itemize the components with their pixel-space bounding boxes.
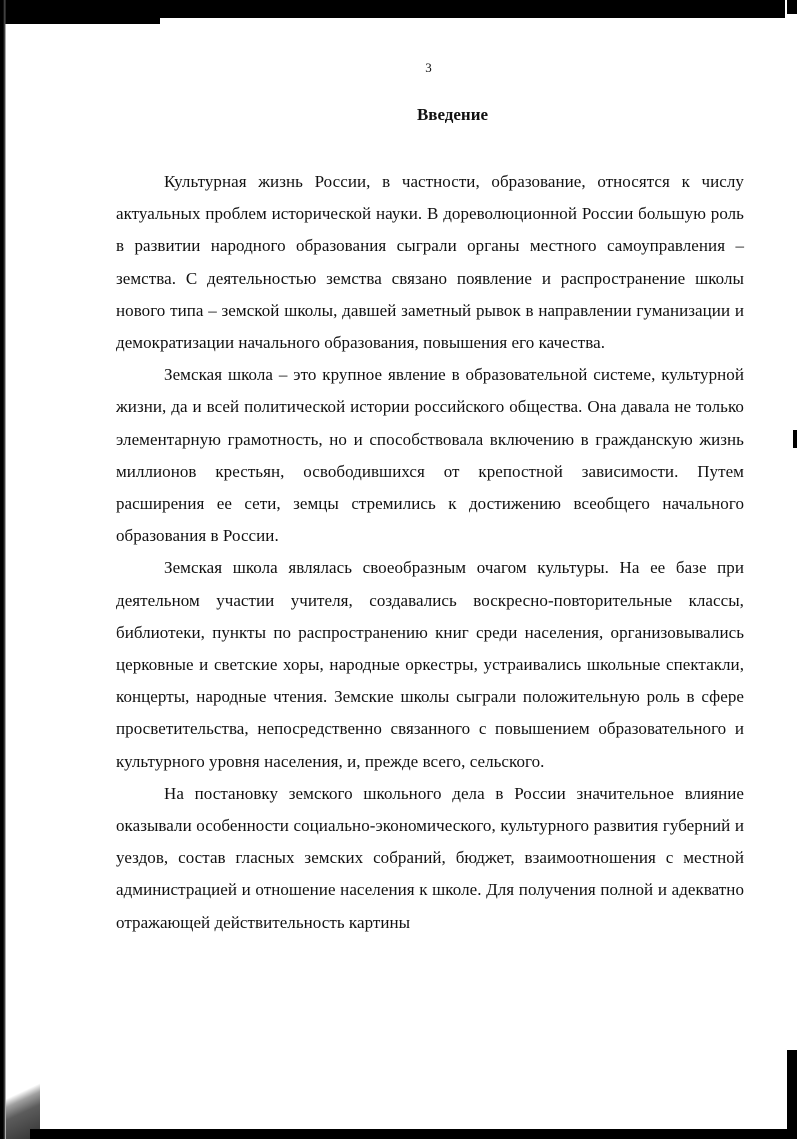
scan-edge-top xyxy=(0,0,797,18)
section-heading: Введение xyxy=(416,105,489,124)
paragraph: На постановку земского школьного дела в России значительное влияние оказывали особенности социально-экономического, культурного развития губерний и уездов, состав гласных земских собраний, бюджет, взаимоотношения с местной администрацией и отношение населения к школе. Для получения полной и адекватно отражающей действительность картины xyxy=(116,783,744,932)
page-number: 3 xyxy=(425,60,432,75)
paragraph: Культурная жизнь России, в частности, образование, относятся к числу актуальных проблем исторической науки. В дореволюционной России большую роль в развитии народного образования сыграли органы местного самоуправления – земства. С деятельностью земства связано появление и распространение школы нового типа – земской школы, давшей заметный рывок в направлении гуманизации и демократизации начального образования, повышения его качества. xyxy=(116,172,744,353)
scan-edge-right xyxy=(785,0,797,1139)
scan-edge-left xyxy=(0,0,6,1139)
scan-edge-bottom xyxy=(30,1129,797,1139)
paragraph: Земская школа – это крупное явление в образовательной системе, культурной жизни, да и всей политической истории российского общества. Она давала не только элементарную грамотность, но и способствовала включению в гражданскую жизнь миллионов крестьян, освободившихся от крепостной зависимости. Путем расширения ее сети, земцы стремились к достижению всеобщего начального образования в России. xyxy=(116,365,744,546)
document-body xyxy=(116,166,744,939)
paragraph: Земская школа являлась своеобразным очагом культуры. На ее базе при деятельном участии учителя, создавались воскресно-повторительные классы, библиотеки, пункты по распространению книг среди населения, организовывались церковные и светские хоры, народные оркестры, устраивались школьные спектакли, концерты, народные чтения. Земские школы сыграли положительную роль в сфере просветительства, непосредственно связанного с повышением образовательного и культурного уровня населения, и, прежде всего, сельского. xyxy=(116,558,744,771)
